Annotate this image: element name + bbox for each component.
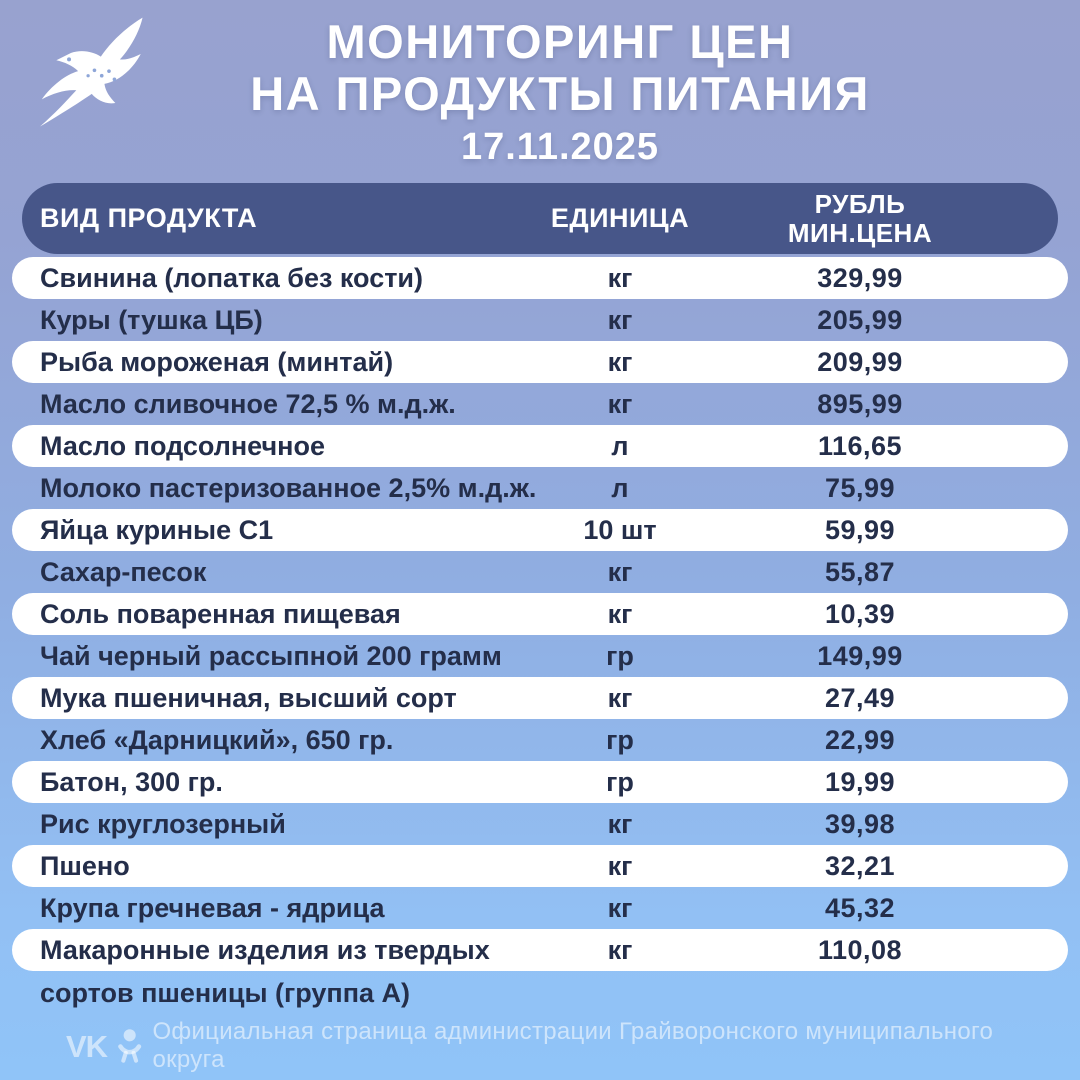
price-cell: 55,87 [824,556,896,587]
footer-caption: Официальная страница администрации Грайворонского муниципального округа [152,1018,994,1073]
product-cell: Чай черный рассыпной 200 грамм [40,640,502,671]
product-cell: Куры (тушка ЦБ) [40,304,263,335]
poster-header [40,16,1080,170]
product-cell: Макаронные изделия из твердых [40,934,490,965]
title-line-1: МОНИТОРИНГ ЦЕН [326,15,794,68]
product-cell: Крупа гречневая - ядрица [40,892,385,923]
unit-cell: л [611,472,629,503]
table-row [12,719,1068,761]
price-cell: 110,08 [817,934,903,965]
price-cell: 329,99 [817,262,903,293]
product-cell-continuation: сортов пшеницы (группа А) [40,978,411,1008]
vk-icon: VK [66,1028,108,1064]
unit-cell: гр [606,640,634,671]
price-cell: 39,98 [824,808,896,839]
product-cell: Рыба мороженая (минтай) [40,346,394,377]
price-cell: 116,65 [817,430,903,461]
table-row [12,425,1068,467]
unit-cell: кг [607,556,633,587]
column-header-product: ВИД ПРОДУКТА [40,203,258,233]
table-row [12,551,1068,593]
column-header-unit: ЕДИНИЦА [550,203,690,233]
unit-cell: кг [607,304,633,335]
price-cell: 75,99 [824,472,896,503]
unit-cell: кг [607,850,633,881]
table-row [12,509,1068,551]
table-row [12,887,1068,929]
price-cell: 10,39 [824,598,896,629]
unit-cell: кг [607,682,633,713]
price-cell: 27,49 [824,682,896,713]
table-row [12,803,1068,845]
product-cell: Свинина (лопатка без кости) [40,262,424,293]
product-cell: Яйца куриные С1 [40,514,274,545]
product-cell: Хлеб «Дарницкий», 650 гр. [40,724,394,755]
price-cell: 149,99 [817,640,903,671]
unit-cell: л [611,430,629,461]
product-cell: Сахар-песок [40,556,207,587]
table-row [12,257,1068,299]
price-cell: 209,99 [817,346,903,377]
price-cell: 59,99 [824,514,896,545]
unit-cell: кг [607,934,633,965]
price-cell: 895,99 [817,388,903,419]
unit-cell: гр [606,724,634,755]
table-rows [12,257,1068,1009]
product-cell: Рис круглозерный [40,808,286,839]
unit-cell: кг [607,262,633,293]
table-row [12,635,1068,677]
table-row [12,467,1068,509]
price-cell: 22,99 [824,724,896,755]
product-cell: Батон, 300 гр. [40,766,223,797]
product-cell: Молоко пастеризованное 2,5% м.д.ж. [40,472,537,503]
product-cell: Мука пшеничная, высший сорт [40,682,457,713]
unit-cell: 10 шт [583,514,657,545]
table-row [12,677,1068,719]
product-cell: Пшено [40,850,130,881]
price-cell: 45,32 [824,892,896,923]
table-row [12,299,1068,341]
unit-cell: кг [607,892,633,923]
table-row [12,929,1068,971]
unit-cell: гр [606,766,634,797]
column-header-price-line2: МИН.ЦЕНА [787,217,933,248]
product-cell: Соль поваренная пищевая [40,598,401,629]
title-line-2: НА ПРОДУКТЫ ПИТАНИЯ [250,67,870,120]
table-row [12,845,1068,887]
table-row [12,761,1068,803]
unit-cell: кг [607,388,633,419]
price-cell: 32,21 [824,850,896,881]
unit-cell: кг [607,346,633,377]
table-row [12,341,1068,383]
column-header-price-line1: РУБЛЬ [814,188,906,219]
ok-icon [117,1027,142,1065]
table-row [12,593,1068,635]
unit-cell: кг [607,598,633,629]
column-header-price [720,190,1000,248]
table-row [12,383,1068,425]
price-cell: 19,99 [824,766,896,797]
unit-cell: кг [607,808,633,839]
footer [66,1018,1050,1073]
table-header [22,183,1058,254]
product-cell: Масло подсолнечное [40,430,326,461]
product-cell: Масло сливочное 72,5 % м.д.ж. [40,388,456,419]
price-cell: 205,99 [817,304,903,335]
title-date: 17.11.2025 [460,126,660,168]
